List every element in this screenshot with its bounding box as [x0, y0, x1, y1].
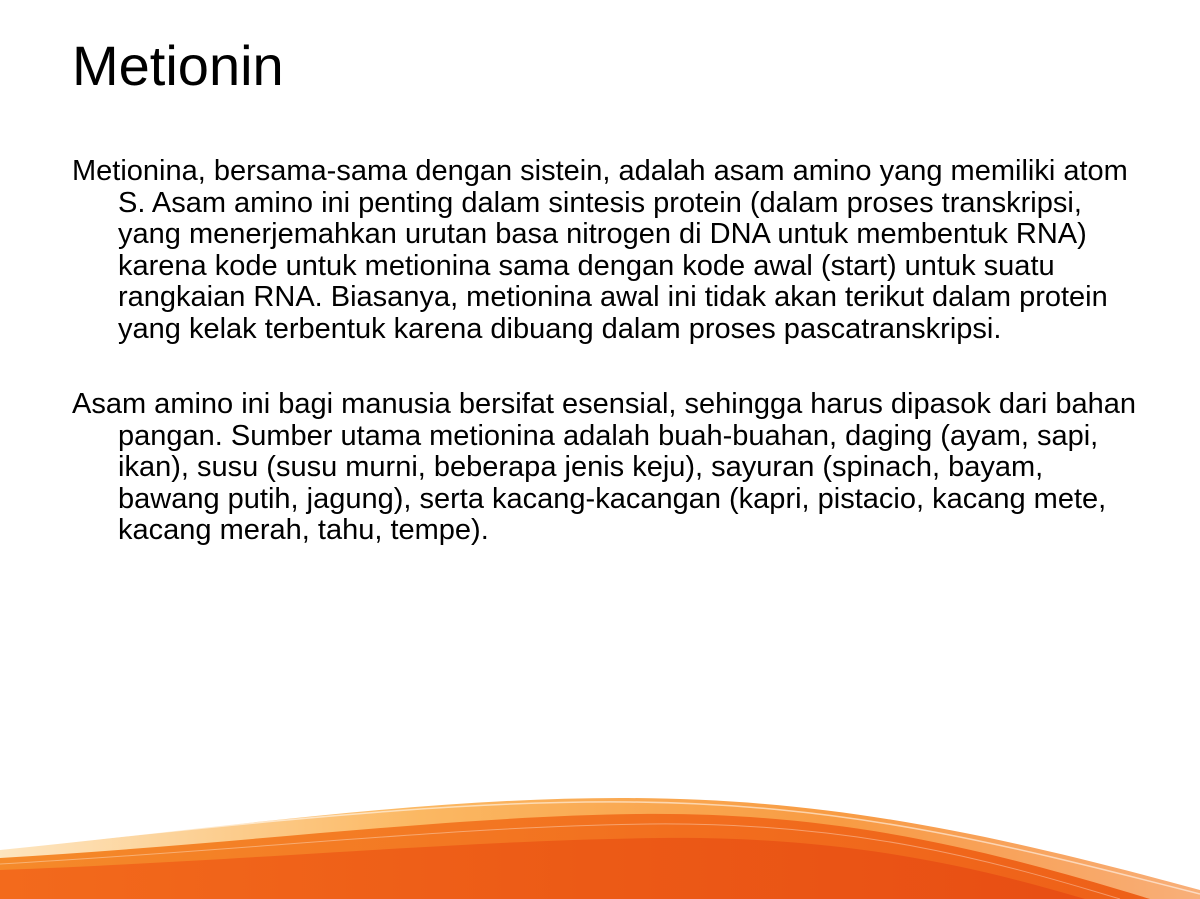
decorative-orange-wave — [0, 740, 1200, 899]
paragraph-2: Asam amino ini bagi manusia bersifat esensial, sehingga harus dipasok dari bahan pangan. Sumber utama metionina adalah buah-buahan, daging (ayam, sapi, ikan), susu (susu murni, beberapa jenis keju), sayuran (spinach, bayam, bawang putih, jagung), serta kacang-kacangan (kapri, pistacio, kacang mete, kacang merah, tahu, tempe). — [72, 388, 1136, 546]
slide-title: Metionin — [72, 34, 284, 97]
paragraph-1: Metionina, bersama-sama dengan sistein, adalah asam amino yang memiliki atom S. Asam amino ini penting dalam sintesis protein (dalam proses transkripsi, yang menerjemahkan urutan basa nitrogen di DNA untuk membentuk RNA) karena kode untuk metionina sama dengan kode awal (start) untuk suatu rangkaian RNA. Biasanya, metionina awal ini tidak akan terikut dalam protein yang kelak terbentuk karena dibuang dalam proses pascatranskripsi. — [72, 155, 1128, 345]
slide-body — [72, 156, 1147, 547]
